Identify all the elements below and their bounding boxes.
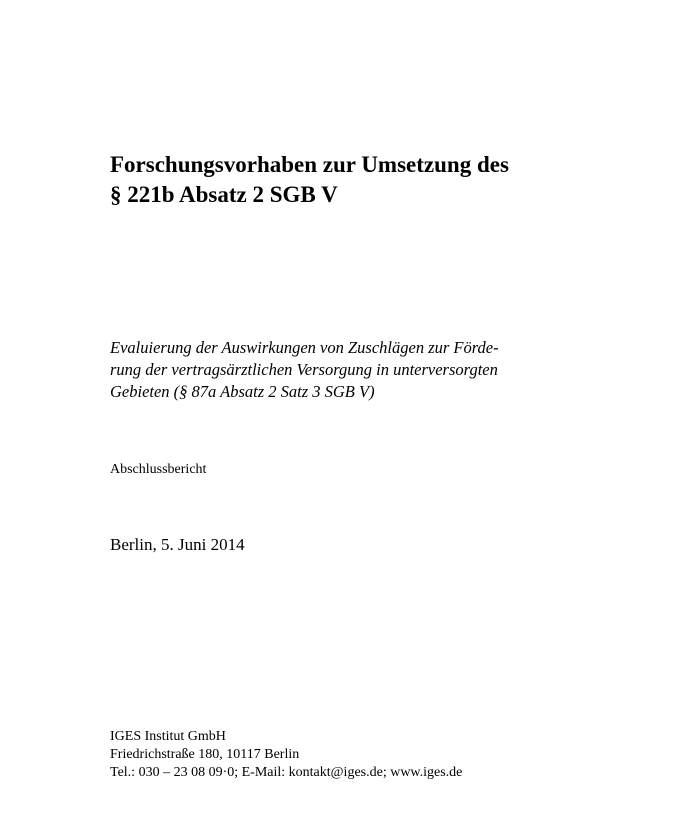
subtitle-line-3: Gebieten (§ 87a Absatz 2 Satz 3 SGB V): [110, 382, 375, 401]
footer-contact: Tel.: 030 – 23 08 09·0; E-Mail: kontakt@iges.de; www.iges.de: [110, 765, 463, 780]
document-title: [110, 150, 630, 210]
footer-address: Friedrichstraße 180, 10117 Berlin: [110, 747, 300, 762]
subtitle-line-1: Evaluierung der Auswirkungen von Zuschlägen zur Förde-: [110, 338, 499, 357]
report-type: Abschlussbericht: [110, 462, 207, 477]
title-line-1: Forschungsvorhaben zur Umsetzung des: [110, 152, 509, 177]
publisher-footer: [110, 728, 462, 782]
document-subtitle: [110, 337, 630, 403]
title-line-2: § 221b Absatz 2 SGB V: [110, 182, 338, 207]
footer-institute: IGES Institut GmbH: [110, 729, 226, 744]
subtitle-line-2: rung der vertragsärztlichen Versorgung in unterversorgten: [110, 360, 498, 379]
place-date: Berlin, 5. Juni 2014: [110, 535, 245, 554]
